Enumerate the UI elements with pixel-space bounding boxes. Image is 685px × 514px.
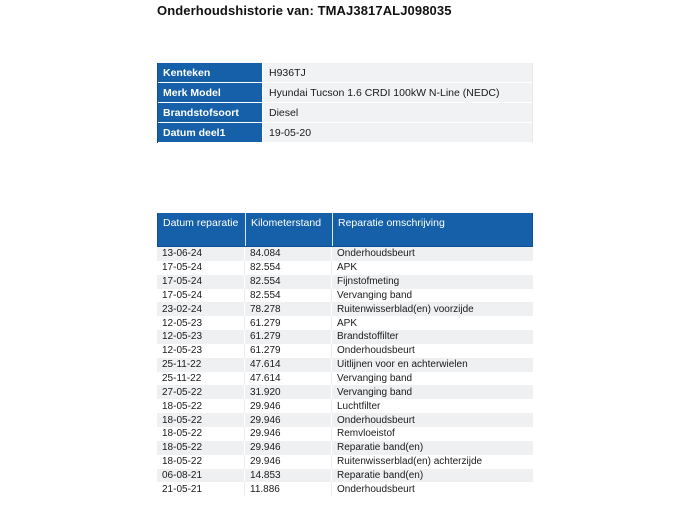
vehicle-info-value: 19-05-20 xyxy=(263,123,533,143)
repair-date-cell: 18-05-22 xyxy=(157,427,245,441)
repair-description-cell: Remvloeistof xyxy=(337,428,395,440)
vehicle-info-label: Brandstofsoort xyxy=(158,103,263,123)
vehicle-info-row xyxy=(158,83,533,103)
repair-column-header: Kilometerstand xyxy=(246,213,333,246)
page-title: Onderhoudshistorie van: TMAJ3817ALJ098035 xyxy=(157,3,452,18)
kilometer-cell: 29.946 xyxy=(245,413,332,427)
vehicle-info-row xyxy=(158,123,533,143)
repair-date-cell: 06-08-21 xyxy=(157,469,245,483)
repair-description-cell: Luchtfilter xyxy=(337,400,381,412)
repair-date-cell: 12-05-23 xyxy=(157,344,245,358)
kilometer-cell: 78.278 xyxy=(245,302,332,316)
repair-column-header: Reparatie omschrijving xyxy=(338,217,445,229)
repair-row xyxy=(157,261,533,275)
repair-row xyxy=(157,302,533,316)
repair-date-cell: 25-11-22 xyxy=(157,372,245,386)
repair-description-cell: Reparatie band(en) xyxy=(337,442,424,454)
vehicle-info-value: Diesel xyxy=(263,103,533,123)
vehicle-info-value: Hyundai Tucson 1.6 CRDI 100kW N-Line (NEDC) xyxy=(263,83,533,103)
repair-date-cell: 18-05-22 xyxy=(157,441,245,455)
kilometer-cell: 14.853 xyxy=(245,469,332,483)
repair-description-cell: Onderhoudsbeurt xyxy=(337,483,415,495)
kilometer-cell: 29.946 xyxy=(245,427,332,441)
repair-description-cell: Vervanging band xyxy=(337,373,413,385)
repair-row xyxy=(157,441,533,455)
repair-description-cell: Fijnstofmeting xyxy=(337,276,400,288)
vehicle-info-label: Datum deel1 xyxy=(158,123,263,143)
repair-row xyxy=(157,344,533,358)
kilometer-cell: 31.920 xyxy=(245,385,332,399)
repair-date-cell: 12-05-23 xyxy=(157,316,245,330)
vehicle-info-label: Merk Model xyxy=(158,83,263,103)
kilometer-cell: 82.554 xyxy=(245,261,332,275)
repair-row xyxy=(157,316,533,330)
repair-table-header xyxy=(157,213,533,247)
repair-description-cell: Uitlijnen voor en achterwielen xyxy=(337,359,468,371)
kilometer-cell: 61.279 xyxy=(245,330,332,344)
repair-row xyxy=(157,427,533,441)
repair-date-cell: 17-05-24 xyxy=(157,289,245,303)
repair-row xyxy=(157,358,533,372)
repair-row xyxy=(157,482,533,496)
repair-row xyxy=(157,330,533,344)
repair-history-table xyxy=(157,213,533,496)
kilometer-cell: 47.614 xyxy=(245,372,332,386)
repair-row xyxy=(157,413,533,427)
repair-date-cell: 23-02-24 xyxy=(157,302,245,316)
repair-row xyxy=(157,247,533,261)
repair-column-header: Datum reparatie xyxy=(158,213,246,246)
repair-date-cell: 12-05-23 xyxy=(157,330,245,344)
repair-row xyxy=(157,469,533,483)
repair-row xyxy=(157,289,533,303)
repair-description-cell: Ruitenwisserblad(en) voorzijde xyxy=(337,303,474,315)
repair-description-cell: Reparatie band(en) xyxy=(337,469,424,481)
vehicle-info-table xyxy=(157,63,533,143)
kilometer-cell: 29.946 xyxy=(245,455,332,469)
repair-date-cell: 17-05-24 xyxy=(157,261,245,275)
repair-date-cell: 17-05-24 xyxy=(157,275,245,289)
repair-row xyxy=(157,455,533,469)
kilometer-cell: 11.886 xyxy=(245,482,332,496)
repair-description-cell: Onderhoudsbeurt xyxy=(337,414,415,426)
kilometer-cell: 29.946 xyxy=(245,441,332,455)
repair-row xyxy=(157,275,533,289)
repair-description-cell: Vervanging band xyxy=(337,289,413,301)
kilometer-cell: 61.279 xyxy=(245,316,332,330)
repair-description-cell: APK xyxy=(337,262,358,274)
repair-row xyxy=(157,372,533,386)
repair-row xyxy=(157,385,533,399)
kilometer-cell: 29.946 xyxy=(245,399,332,413)
repair-description-cell: Ruitenwisserblad(en) achterzijde xyxy=(337,456,483,468)
repair-table-body xyxy=(157,247,533,496)
repair-date-cell: 13-06-24 xyxy=(157,247,245,261)
repair-description-cell: Onderhoudsbeurt xyxy=(337,345,415,357)
repair-row xyxy=(157,399,533,413)
repair-date-cell: 18-05-22 xyxy=(157,413,245,427)
repair-date-cell: 18-05-22 xyxy=(157,455,245,469)
repair-date-cell: 21-05-21 xyxy=(157,482,245,496)
kilometer-cell: 47.614 xyxy=(245,358,332,372)
vehicle-info-value: H936TJ xyxy=(263,63,533,83)
vehicle-info-row xyxy=(158,63,533,83)
repair-description-cell: Brandstoffilter xyxy=(337,331,399,343)
repair-description-cell: APK xyxy=(337,317,358,329)
repair-date-cell: 18-05-22 xyxy=(157,399,245,413)
repair-description-cell: Onderhoudsbeurt xyxy=(337,248,415,260)
kilometer-cell: 82.554 xyxy=(245,275,332,289)
repair-description-cell: Vervanging band xyxy=(337,386,413,398)
kilometer-cell: 61.279 xyxy=(245,344,332,358)
vehicle-info-row xyxy=(158,103,533,123)
kilometer-cell: 84.084 xyxy=(245,247,332,261)
repair-date-cell: 27-05-22 xyxy=(157,385,245,399)
repair-date-cell: 25-11-22 xyxy=(157,358,245,372)
kilometer-cell: 82.554 xyxy=(245,289,332,303)
vehicle-info-label: Kenteken xyxy=(158,63,263,83)
